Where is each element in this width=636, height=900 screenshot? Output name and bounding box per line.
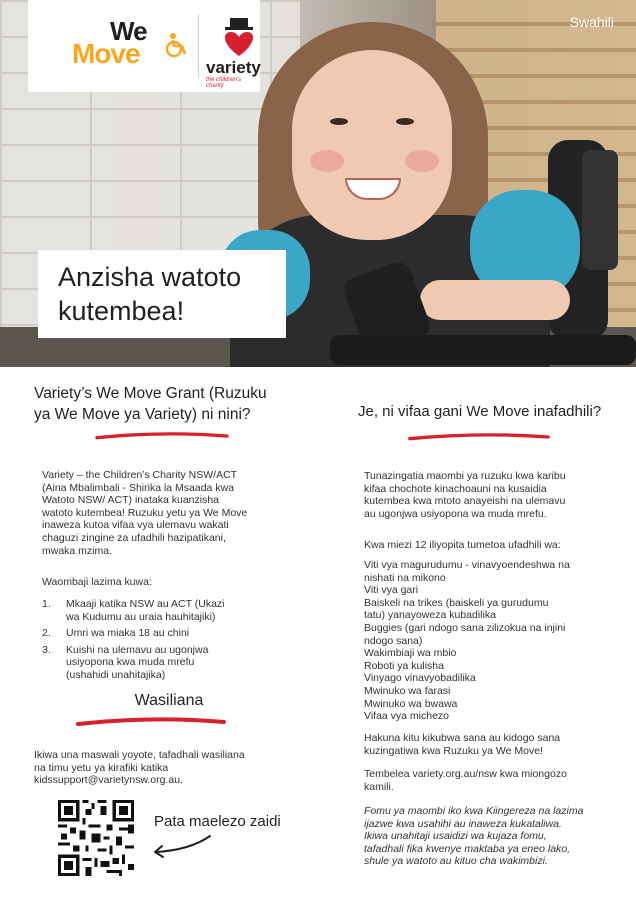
italic-line: Fomu ya maombi iko kwa Kiingereza na lazima bbox=[364, 805, 584, 817]
language-label: Swahili bbox=[569, 14, 614, 30]
left-heading-line-2: ya We Move ya Variety) ni nini? bbox=[34, 406, 251, 423]
qr-label: Pata maelezo zaidi bbox=[154, 813, 281, 830]
intro-line: kutembea kwa mtoto anayeishi na ulemavu bbox=[364, 495, 566, 508]
note-line: Hakuna kitu kikubwa sana au kidogo sana bbox=[364, 732, 561, 744]
intro-line: Variety – the Children’s Charity NSW/ACT bbox=[42, 469, 238, 481]
intro-line: inaweza kutoa vifaa vya ulemavu wakati bbox=[42, 519, 229, 532]
list-number: 3. bbox=[42, 643, 51, 656]
red-swoosh bbox=[394, 432, 564, 442]
wheelchair-handle bbox=[582, 150, 618, 270]
hero-photo bbox=[0, 0, 636, 367]
contact-line: na timu yetu ya kirafiki katika bbox=[34, 761, 169, 774]
intro-paragraph bbox=[42, 469, 292, 557]
application-note bbox=[364, 805, 610, 868]
right-intro bbox=[364, 470, 610, 520]
italic-line: shule ya watoto au kituo cha wakimbizi. bbox=[364, 855, 548, 868]
contact-heading: Wasiliana bbox=[134, 692, 204, 709]
list-number: 2. bbox=[42, 627, 51, 640]
list-number: 1. bbox=[42, 598, 51, 610]
girl-arm bbox=[420, 280, 570, 320]
funded-heading: Kwa miezi 12 iliyopita tumetoa ufadhili wa: bbox=[364, 539, 561, 551]
list-item: Viti vya gari bbox=[364, 584, 419, 597]
girl-cheek-right bbox=[405, 150, 439, 172]
list-item: nishati na mikono bbox=[364, 571, 446, 584]
requirements-heading: Waombaji lazima kuwa: bbox=[42, 576, 152, 588]
visit-line: kamili. bbox=[364, 780, 394, 793]
visit-note bbox=[364, 768, 610, 793]
intro-line: Watoto NSW/ ACT) inataka kuanzisha bbox=[42, 494, 220, 507]
list-item: Mwinuko wa farasi bbox=[364, 684, 451, 697]
headline-box bbox=[38, 250, 286, 338]
left-column bbox=[34, 383, 304, 787]
contact-email[interactable]: kidssupport@varietynsw.org.au. bbox=[34, 774, 183, 787]
list-line: Kuishi na ulemavu au ugonjwa bbox=[66, 643, 209, 656]
list-item: Mwinuko wa bwawa bbox=[364, 697, 458, 710]
logo-card bbox=[28, 0, 260, 92]
intro-line: au ugonjwa usiyopona wa muda mrefu. bbox=[364, 507, 547, 520]
contact-line: Ikiwa una maswali yoyote, tafadhali wasiliana bbox=[34, 749, 245, 761]
requirements-list bbox=[42, 598, 292, 686]
list-line: (ushahidi unahitajika) bbox=[66, 668, 166, 681]
list-item bbox=[42, 644, 292, 682]
arrow-left-icon bbox=[150, 832, 214, 860]
note-line: kuzingatiwa kwa Ruzuku ya We Move! bbox=[364, 744, 543, 757]
visit-line: Tembelea variety.org.au/nsw kwa miongozo bbox=[364, 768, 567, 780]
list-line: wa Kudumu au uraia hauhitajiki) bbox=[66, 610, 216, 623]
list-line: Umri wa miaka 18 au chini bbox=[66, 627, 190, 640]
girl-face bbox=[292, 50, 452, 240]
red-swoosh bbox=[76, 716, 226, 728]
wheelchair-armrest bbox=[330, 335, 636, 365]
wheelchair-icon bbox=[164, 32, 190, 58]
red-swoosh bbox=[82, 431, 242, 441]
logo-move-text: Move bbox=[72, 38, 140, 69]
list-item: Wakimbiaji wa mbio bbox=[364, 647, 457, 660]
list-item: Vinyago vinavyobadilika bbox=[364, 672, 476, 685]
italic-line: Ikiwa unahitaji usaidizi wa kujaza fomu, bbox=[364, 830, 547, 843]
variety-logo-text: variety bbox=[206, 58, 261, 77]
headline-line-2: kutembea! bbox=[58, 296, 185, 326]
girl-eye-right bbox=[396, 118, 414, 125]
list-item: Buggies (gari ndogo sana zilizokua na injini bbox=[364, 621, 566, 634]
list-item: Viti vya magurudumu - vinavyoendeshwa na bbox=[364, 559, 570, 571]
intro-line: kifaa chochote kinachoauni na kusaidia bbox=[364, 482, 547, 495]
size-note bbox=[364, 732, 610, 757]
left-heading-line-1: Variety’s We Move Grant (Ruzuku bbox=[34, 385, 267, 402]
list-item: Baiskeli na trikes (baiskeli ya gurudumu bbox=[364, 596, 549, 609]
girl-eye-left bbox=[330, 118, 348, 125]
list-item: ndogo sana) bbox=[364, 634, 423, 647]
list-line: usiyopona kwa muda mrefu bbox=[66, 656, 195, 669]
heart-hat-icon bbox=[218, 18, 260, 58]
right-column bbox=[358, 402, 614, 868]
list-line: Mkaaji katika NSW au ACT (Ukazi bbox=[66, 598, 225, 610]
variety-tagline: the children's charity bbox=[206, 77, 242, 89]
intro-line: chaguzi zingine za ufadhili hazipatikani, bbox=[42, 531, 226, 544]
list-item: Roboti ya kulisha bbox=[364, 659, 444, 672]
italic-line: ijazwe kwa usahihi au inaweza kukataliwa. bbox=[364, 817, 562, 830]
headline-line-1: Anzisha watoto bbox=[58, 262, 242, 292]
list-item bbox=[42, 598, 292, 623]
intro-line: Tunazingatia maombi ya ruzuku kwa karibu bbox=[364, 470, 566, 482]
qr-code[interactable] bbox=[58, 800, 134, 876]
intro-line: (Aina Mbalimbali - Shirika la Msaada kwa bbox=[42, 481, 234, 494]
list-item bbox=[42, 627, 292, 640]
girl-cheek-left bbox=[310, 150, 344, 172]
logo-we-text: We bbox=[110, 16, 147, 46]
contact-text bbox=[34, 749, 274, 787]
intro-line: watoto kutembea! Ruzuku yetu ya We Move bbox=[42, 506, 248, 519]
list-item: Vifaa vya michezo bbox=[364, 710, 450, 723]
funded-list bbox=[364, 559, 610, 723]
italic-line: tafadhali fika kwenye maktaba ya eneo lako, bbox=[364, 842, 571, 855]
logo-divider bbox=[198, 14, 199, 78]
list-item: tatu) yanayoweza kubadilika bbox=[364, 609, 496, 622]
intro-line: mwaka mzima. bbox=[42, 544, 113, 557]
right-heading: Je, ni vifaa gani We Move inafadhili? bbox=[358, 403, 602, 420]
